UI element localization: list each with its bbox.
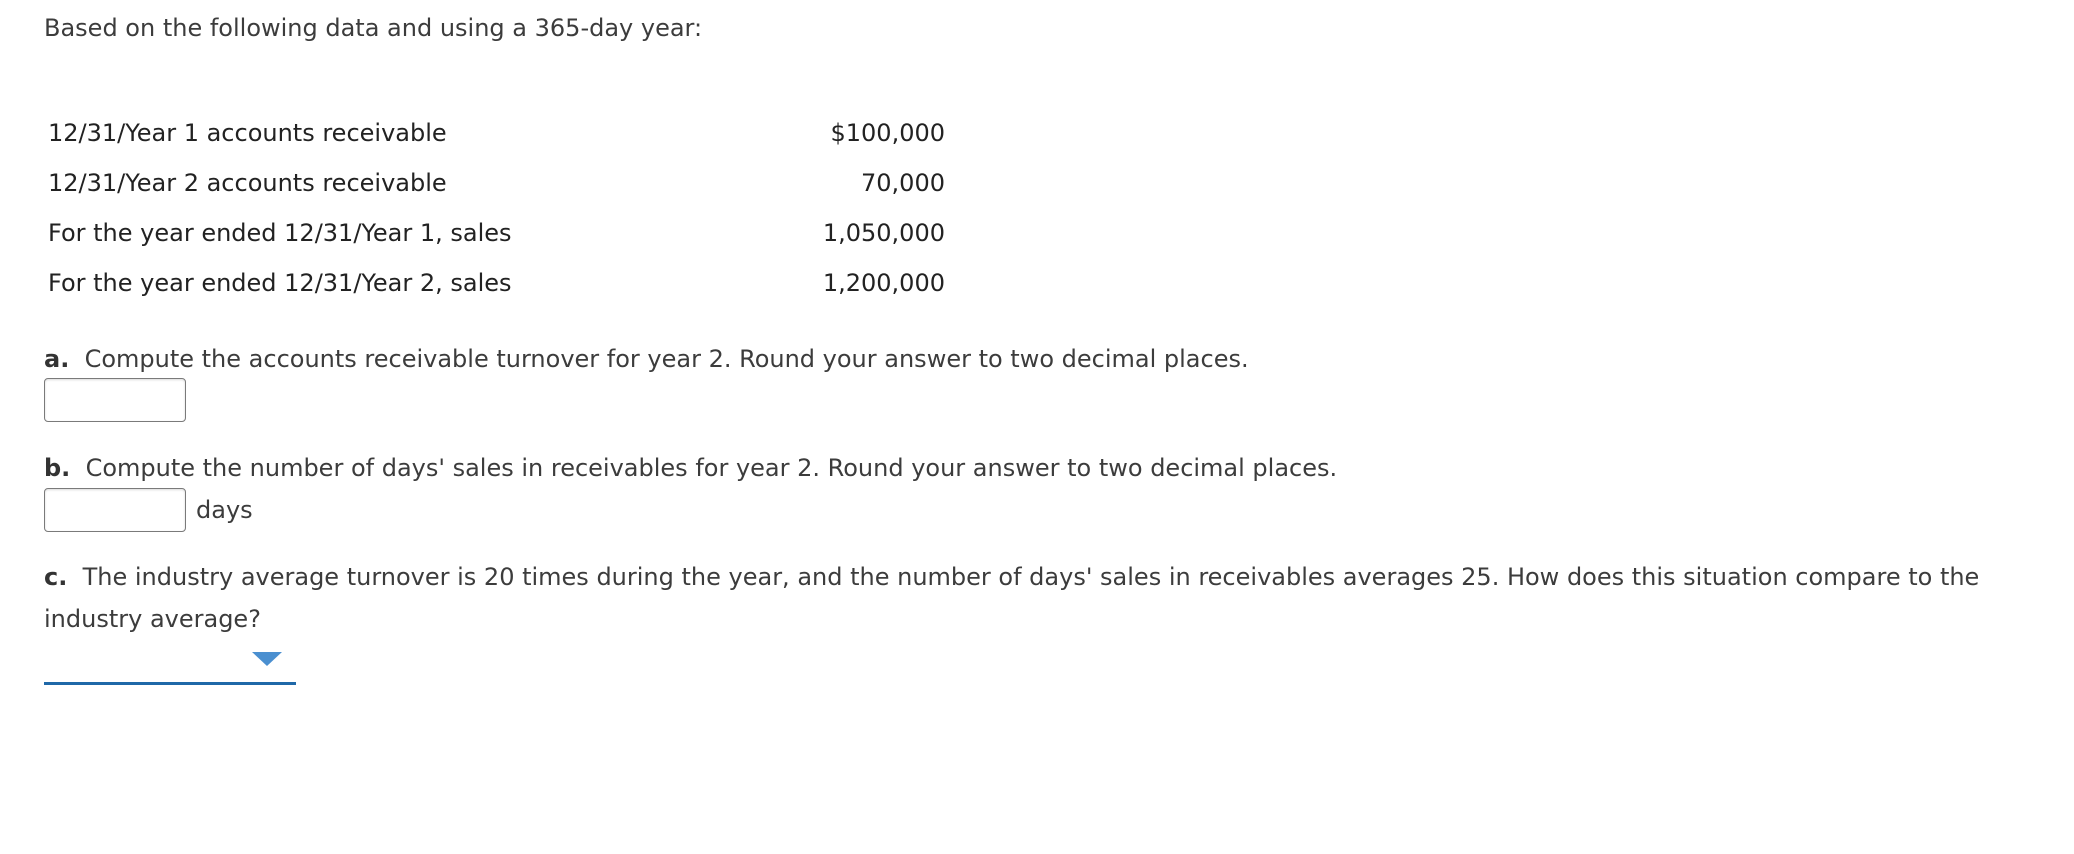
question-c-text: The industry average turnover is 20 times during the year, and the number of days' sales in receivables averages 25. How does this situation compare to the xyxy=(82,563,1980,591)
question-a-text: Compute the accounts receivable turnover for year 2. Round your answer to two decimal places. xyxy=(84,345,1249,373)
data-table xyxy=(44,108,945,308)
comparison-dropdown[interactable] xyxy=(44,648,296,685)
question-c xyxy=(44,556,1979,640)
question-b xyxy=(44,447,1337,489)
row-label: 12/31/Year 2 accounts receivable xyxy=(48,169,447,197)
row-label: For the year ended 12/31/Year 1, sales xyxy=(48,219,512,247)
intro-text: Based on the following data and using a 365-day year: xyxy=(44,14,703,42)
table-row xyxy=(44,108,945,158)
turnover-answer-input[interactable] xyxy=(44,378,186,422)
question-a xyxy=(44,338,1249,380)
row-value: 1,050,000 xyxy=(822,219,945,247)
row-value: 1,200,000 xyxy=(822,269,945,297)
row-value: 70,000 xyxy=(861,169,945,197)
question-c-line-2: industry average? xyxy=(44,605,261,633)
question-b-text: Compute the number of days' sales in receivables for year 2. Round your answer to two decimal places. xyxy=(85,454,1338,482)
question-b-letter: b. xyxy=(44,454,71,482)
question-a-letter: a. xyxy=(44,345,70,373)
row-value: $100,000 xyxy=(830,119,945,147)
table-row xyxy=(44,158,945,208)
days-sales-answer-input[interactable] xyxy=(44,488,186,532)
table-row xyxy=(44,258,945,308)
days-unit-label: days xyxy=(196,496,253,524)
question-c-line-1 xyxy=(44,556,1979,598)
chevron-down-icon[interactable] xyxy=(252,652,282,666)
row-label: For the year ended 12/31/Year 2, sales xyxy=(48,269,512,297)
question-c-letter: c. xyxy=(44,563,68,591)
row-label: 12/31/Year 1 accounts receivable xyxy=(48,119,447,147)
table-row xyxy=(44,208,945,258)
